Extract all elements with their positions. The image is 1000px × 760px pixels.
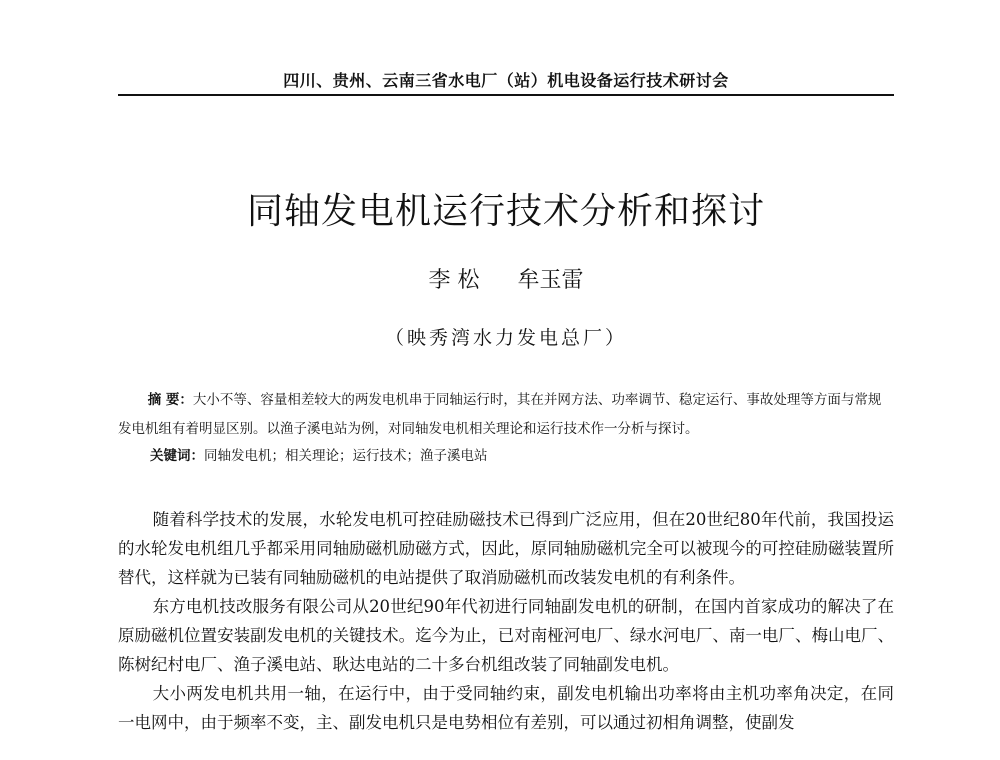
author-list [118, 263, 894, 294]
conference-header: 四川、贵州、云南三省水电厂（站）机电设备运行技术研讨会 [283, 71, 729, 90]
header-divider [118, 94, 894, 96]
abstract-label: 摘 要： [147, 392, 193, 408]
abstract [118, 386, 894, 444]
body-text [118, 505, 894, 737]
paper-title: 同轴发电机运行技术分析和探讨 [246, 191, 765, 232]
body-paragraph: 随着科学技术的发展，水轮发电机可控硅励磁技术已得到广泛应用，但在20世纪80年代前，我国投运的水轮发电机组几乎都采用同轴励磁机励磁方式，因此，原同轴励磁机完全可以被现今的可控硅励磁装置所替代，这样就为已装有同轴励磁机的电站提供了取消励磁机而改装发电机的有利条件。 [118, 510, 894, 587]
body-paragraph: 大小两发电机共用一轴，在运行中，由于受同轴约束，副发电机输出功率将由主机功率角决定，在同一电网中，由于频率不变，主、副发电机只是电势相位有差别，可以通过初相角调整，使副发 [118, 684, 894, 732]
keywords-label: 关键词： [150, 448, 204, 464]
author-name: 牟玉雷 [517, 268, 584, 293]
author-name: 李 松 [428, 268, 480, 293]
keywords-text: 同轴发电机；相关理论；运行技术；渔子溪电站 [204, 448, 488, 464]
keywords [150, 444, 894, 464]
body-paragraph: 东方电机技改服务有限公司从20世纪90年代初进行同轴副发电机的研制，在国内首家成功的解决了在原励磁机位置安装副发电机的关键技术。迄今为止，已对南桠河电厂、绿水河电厂、南一电厂、梅山电厂、陈树纪村电厂、渔子溪电站、耿达电站的二十多台机组改装了同轴副发电机。 [118, 597, 894, 674]
abstract-text: 大小不等、容量相差较大的两发电机串于同轴运行时，其在并网方法、功率调节、稳定运行、事故处理等方面与常规发电机组有着明显区别。以渔子溪电站为例，对同轴发电机相关理论和运行技术作一分析与探讨。 [118, 392, 882, 437]
author-affiliation: （映秀湾水力发电总厂） [384, 327, 627, 349]
